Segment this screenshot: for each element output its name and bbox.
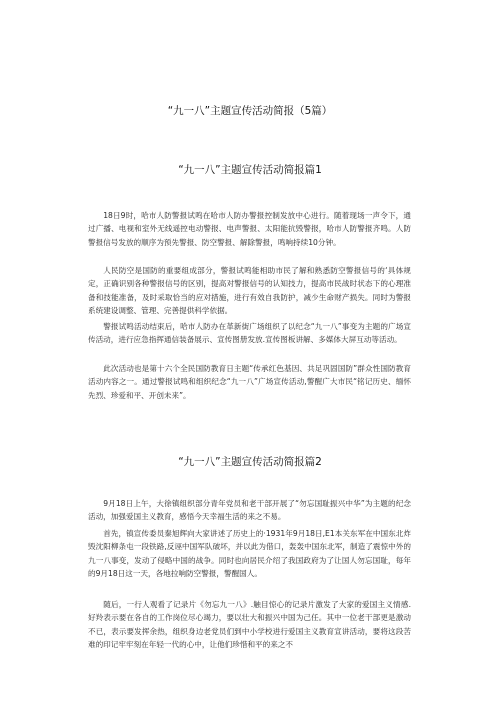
section-2-paragraph-2: 首先，镇宣传委员秦旭辉向大家讲述了历史上的·1931年9月18日,E1本关东军在中国东北炸毁沈阳柳条屯一段铁路,反诬中国军队破坏，并以此为借口，轰轰中国东北军，制造了震惊中外的九一八事变，发动了侵略中国的战争。同时也向居民介绍了我国政府为了让国人勿忘国耻，每年的9月18日这一天，各地拉响防空警报，警醒国人。: [88, 529, 411, 579]
section-2-paragraph-1: 9月18日上午，大徐镇组织部分青年党员和老干部开展了“勿忘国耻振兴中华”为主题的纪念活动，加强爱国主义教育，感悟今天幸福生活的来之不易。: [88, 499, 411, 522]
section-2-heading: “九一八”主题宣传活动简报篇2: [178, 456, 322, 468]
section-1-heading: “九一八”主题宣传活动简报篇1: [178, 164, 322, 176]
section-2-paragraph-3: 随后，一行人观看了记录片《勿忘九一八》.触目惊心的记录片激发了大家的爱国主义情感.好羚表示要在各自的工作岗位尽心竭力，要以壮大和振兴中国为己任。其中一位老干部更是激动不已，表示要发挥余热，组织身边老党员们到中小学校进行爱国主义教育宣讲活动，要将这段苦难的印记牢牢刻在年轻一代的心中，让他们珍惜和平的来之不: [88, 600, 411, 650]
section-1-paragraph-1: 18日9时，哈市人防警报试鸣在哈市人防办警报控制发放中心进行。随着现场一声令下，通过广播、电视和室外无线遥控电动警报、电声警报、太阳能抗毁警报，哈市人防警报齐鸣。人防警报信号发放的顺序为预先警报、防空警报、解除警报，鸣响持续10分钟。: [88, 211, 411, 247]
section-1-paragraph-4: 此次活动也是第十六个全民国防教育日主题“传承红色基因、共足巩固国防”群众性国防教育活动内容之一。通过警报试鸣和组织纪念“九一八”广场宣传活动,警醒广大市民“铭记历史、缅怀先烈、珍爱和平、开创未来”。: [88, 364, 411, 400]
document-title: “九一八”主题宣传活动简报（5篇）: [167, 105, 333, 117]
section-1-paragraph-2: 人民防空是国防的重要组成部分，警报试鸣能相助市民了解和熟悉防空警报信号的‘具体规定，正确识别各种警报信号的区别，提高对警报信号的认知技力，提高市民战时状态下的心理准备和技能准备，及时采取恰当的应对措施，进行有效自我防护，减少生命财产损失。同时为警报系统建设调整、管理、完善提供科学依据。: [88, 266, 411, 316]
section-1-paragraph-3: 警报试鸣活动结束后，哈市人防办在革新街广场组织了以纪念“九一八”事变为主题的广场宣传活动，进行应急指挥通信装备展示、宣传图册发放.宣传图板讲解、多媒体大屏互动等活动。: [88, 322, 411, 345]
